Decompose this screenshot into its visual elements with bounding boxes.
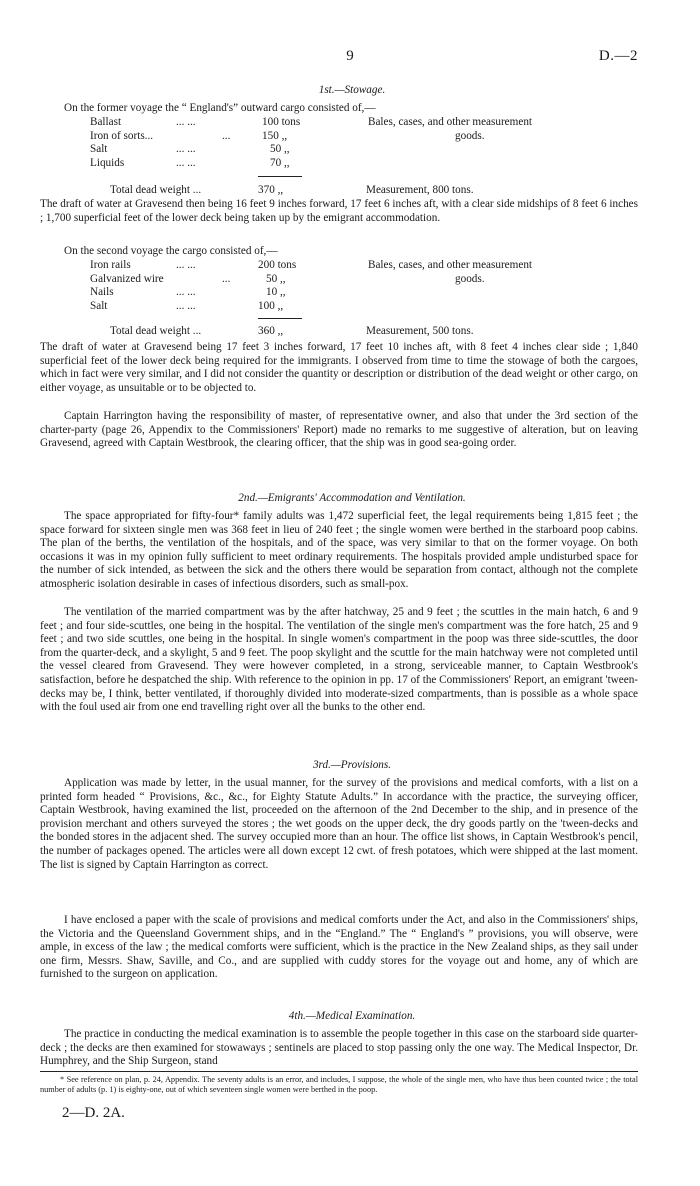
cargo-row: Salt ... ... 50 ,, (90, 143, 290, 156)
accommodation-paragraph-first: The space appropriated for fifty-four* family adults was 1,472 superficial feet, the legal requirements being 1,815 feet ; the space forward for sixteen single men was 368 feet in lieu of 240 feet ; the single women were berthed in the starboard poop cabins. The plan of the berths, the ventilation of the hospitals, and of the space, was very similar to that on the former voyage. On both occasions it was in my opinion fully sufficient to meet ordinary requirements. The hospitals provided ample undisturbed space for the number of sick intended, as between the sick and the others there would be separation from contact, although not the complete atmospheric isolation desirable in cases of infectious disorders, such as small-pox. (40, 510, 638, 590)
cargo-row: Nails ... ... 10 ,, (90, 286, 286, 299)
total-weight-second-label: Total dead weight ... (110, 325, 202, 337)
provisions-paragraph-second: I have enclosed a paper with the scale of provisions and medical comforts under the Act, and also in the Commissioners' ships, the Victoria and the Queensland Government ships, and in the “England.” The “ England's ” provisions, you will observe, were ample, in excess of the law ; the medical comforts were sufficient, which is the practice in the New Zealand ships, as they sail under one firm, Messrs. Shaw, Saville, and Co., and are supplied with cuddy stores for the voyage out and home, any of which are furnished to the surgeon on application. (40, 914, 638, 981)
cargo-row: Iron rails ... ... 200 tons (90, 259, 297, 271)
page-number: 9 (346, 48, 354, 64)
stowage-paragraph-first: The draft of water at Gravesend then being 16 feet 9 inches forward, 17 feet 6 inches aft, with a clear side midships of 8 feet 6 inches ; 1,700 superficial feet of the lower deck being taken up by the emigrant accommodation. (40, 198, 638, 224)
stowage-paragraph-second: The draft of water at Gravesend being 17 feet 3 inches forward, 17 feet 10 inches aft, with 8 feet 4 inches clear side ; 1,840 superficial feet of the lower deck being required for the immigrants. I observed from time to time the stowage of both the cargoes, which in fact were very similar, and I did not consider the quantity or description or distribution of the dead weight or other cargo, on either voyage, as unsuitable or to be objected to. (40, 341, 638, 394)
section-heading-stowage: 1st.—Stowage. (318, 84, 386, 96)
cargo-list-first (90, 116, 390, 170)
signature-mark: 2—D. 2A. (62, 1105, 125, 1121)
cargo-row: Galvanized wire ... 50 ,, (90, 272, 286, 285)
provisions-paragraph-first: Application was made by letter, in the usual manner, for the survey of the provisions and medical comforts, with a list on a printed form headed “ Provisions, &c., &c., for Eighty Statute Adults.” In accordance with the practice, the surveying officer, Captain Westbrook, having examined the list, proceeded on the afternoon of the 2nd December to the ship, and in presence of the provision merchant and others surveyed the stores ; the wet goods on the upper deck, the dry goods partly on the 'tween-decks and the bonded stores in the adjacent shed. The survey occupied more than an hour. The office list shows, in Captain Westbrook's pencil, the number of packages opened. The articles were all down except 12 cwt. of fresh potatoes, which were shipped at the last moment. The list is signed by Captain Harrington as correct. (40, 777, 638, 871)
total-rule (258, 176, 302, 177)
stowage-intro-first: On the former voyage the “ England's” outward cargo consisted of,— (64, 102, 376, 114)
cargo-list-second (90, 259, 390, 313)
measurement-second: Measurement, 500 tons. (366, 325, 474, 337)
total-weight-first: 370 ,, (258, 184, 284, 196)
measurement-first: Measurement, 800 tons. (366, 184, 474, 196)
cargo-row: Ballast ... ... 100 tons (90, 116, 301, 128)
cargo-row: Iron of sorts... ... 150 ,, (90, 129, 288, 142)
cargo-row: Liquids ... ... 70 ,, (90, 156, 290, 169)
total-rule (258, 318, 302, 319)
bales-note-first: Bales, cases, and other measurement (368, 116, 533, 128)
cargo-row: Salt ... ... 100 ,, (90, 299, 284, 312)
bales-note-first-goods: goods. (455, 130, 485, 142)
section-heading-accommodation: 2nd.—Emigrants' Accommodation and Ventilation. (238, 492, 466, 504)
total-weight-second: 360 ,, (258, 325, 284, 337)
total-weight-first-label: Total dead weight ... (110, 184, 202, 196)
bales-note-second-goods: goods. (455, 273, 485, 285)
bales-note-second: Bales, cases, and other measurement (368, 259, 533, 271)
stowage-paragraph-third: Captain Harrington having the responsibility of master, of representative owner, and also that under the 3rd section of the charter-party (page 26, Appendix to the Commissioners' Report) made no remarks to me suggestive of alteration, but on leaving Gravesend, agreed with Captain Westbrook, the clearing officer, that the ship was in good sea-going order. (40, 410, 638, 450)
medical-examination-paragraph: The practice in conducting the medical examination is to assemble the people together in this case on the starboard side quarter-deck ; the decks are then examined for stowaways ; sentinels are placed to stop passing only the one way. The Medical Inspector, Dr. Humphrey, and the Ship Surgeon, stand (40, 1028, 638, 1068)
section-heading-medical-examination: 4th.—Medical Examination. (288, 1010, 416, 1022)
footnote: * See reference on plan, p. 24, Appendix. The seventy adults is an error, and includes, I suppose, the whole of the single men, who have thus been counted twice ; the total number of adults (p. 1) is eighty-one, out of which seventeen single women were berthed in the poop. (40, 1075, 638, 1095)
accommodation-paragraph-second: The ventilation of the married compartment was by the after hatchway, 25 and 9 feet ; the scuttles in the main hatch, 6 and 9 feet ; and four side-scuttles, one being in the hospital. The ventilation of the single men's compartment was the fore hatch, 25 and 9 feet ; and two side scuttles, one being in the hospital. In single women's compartment in the poop was three side-scuttles, the door from the quarter-deck, and a skylight, 5 and 9 feet. The poop skylight and the scuttle for the main hatchway were not completed until the vessel cleared from Gravesend. They were however completed, in a strong, serviceable manner, to Captain Westbrook's satisfaction, before he despatched the ship. With reference to the opinion in pp. 17 of the Commissioners' Report, an emigrant 'tween-decks may be, I think, better ventilated, if thoroughly divided into moderate-sized compartments, than is possible as a whole space with the foul used air from one end travelling right over all the bunks to the other end. (40, 606, 639, 714)
page-reference: D.—2 (598, 48, 638, 64)
footnote-rule (40, 1071, 638, 1072)
section-heading-provisions: 3rd.—Provisions. (312, 759, 392, 771)
stowage-intro-second: On the second voyage the cargo consisted of,— (64, 245, 278, 257)
